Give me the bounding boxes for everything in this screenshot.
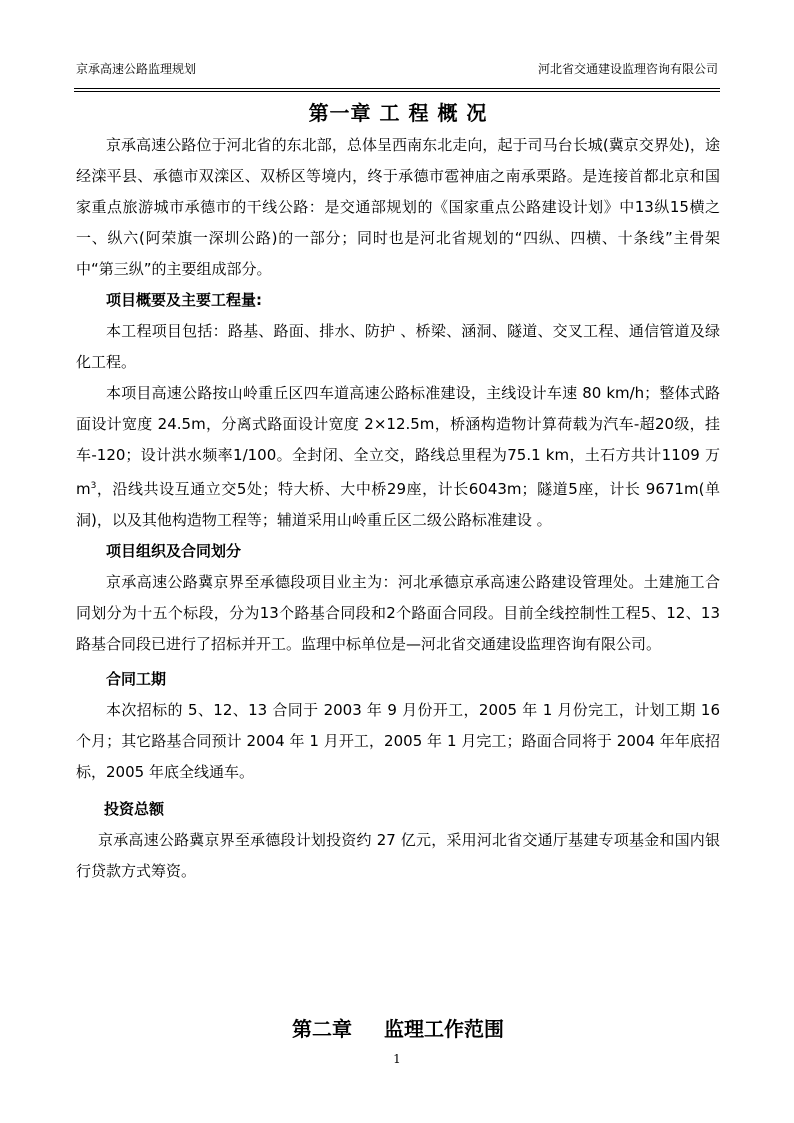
scope-paragraph: 本工程项目包括：路基、路面、排水、防护 、桥梁、涵洞、隧道、交叉工程、通信管道及绿化工程。 bbox=[76, 322, 720, 371]
investment-paragraph: 京承高速公路冀京界至承德段计划投资约 27 亿元，采用河北省交通厅基建专项基金和国内银行贷款方式筹资。 bbox=[76, 831, 720, 880]
cubic-superscript: 3 bbox=[90, 481, 97, 491]
section-heading-project-overview: 项目概要及主要工程量: bbox=[106, 291, 262, 309]
page-number: 1 bbox=[393, 1052, 401, 1066]
page-header bbox=[76, 60, 718, 80]
standards-paragraph bbox=[76, 378, 720, 536]
standards-text-b: ，沿线共设互通立交5处；特大桥、大中桥29座，计长6043m；隧道5座，计长 9671m(单洞)，以及其他构造物工程等；辅道采用山岭重丘区二级公路标准建设 。 bbox=[76, 480, 720, 529]
section-heading-organization: 项目组织及合同划分 bbox=[106, 542, 242, 560]
section-heading-contract-period: 合同工期 bbox=[106, 670, 167, 688]
standards-text-a: 本项目高速公路按山岭重丘区四车道高速公路标准建设，主线设计车速 80 km/h；整体式路面设计宽度 24.5m，分离式路面设计宽度 2×12.5m，桥涵构造物计算荷载为汽车-超20级，挂车-120；设计洪水频率1/100。全封闭、全立交，路线总里程为75.1 km，土石方共计1109 万m bbox=[76, 384, 720, 498]
chapter-2-name: 监理工作范围 bbox=[384, 1017, 504, 1041]
page-body bbox=[76, 96, 720, 887]
organization-paragraph: 京承高速公路冀京界至承德段项目业主为：河北承德京承高速公路建设管理处。土建施工合同划分为十五个标段，分为13个路基合同段和2个路面合同段。目前全线控制性工程5、12、13路基合同段已进行了招标并开工。监理中标单位是—河北省交通建设监理咨询有限公司。 bbox=[76, 573, 720, 653]
project-intro-paragraph: 京承高速公路位于河北省的东北部，总体呈西南东北走向，起于司马台长城(冀京交界处)，途经滦平县、承德市双滦区、双桥区等境内，终于承德市雹神庙之南承栗路。是连接首都北京和国家重点旅游城市承德市的干线公路：是交通部规划的《国家重点公路建设计划》中13纵15横之一、纵六(阿荣旗一深圳公路)的一部分；同时也是河北省规划的“四纵、四横、十条线”主骨架中“第三纵”的主要组成部分。 bbox=[76, 136, 720, 278]
chapter-2-title bbox=[76, 1012, 720, 1046]
contract-period-paragraph: 本次招标的 5、12、13 合同于 2003 年 9 月份开工，2005 年 1 月份完工，计划工期 16 个月；其它路基合同预计 2004 年 1 月开工，2005 年 1 月完工；路面合同将于 2004 年年底招标，2005 年底全线通车。 bbox=[76, 701, 720, 781]
chapter-2-number: 第二章 bbox=[292, 1017, 352, 1041]
section-heading-investment: 投资总额 bbox=[104, 800, 165, 818]
header-divider bbox=[74, 88, 720, 92]
chapter-1-title: 第一章 工 程 概 况 bbox=[308, 101, 488, 125]
header-document-title: 京承高速公路监理规划 bbox=[76, 62, 197, 76]
header-company-name: 河北省交通建设监理咨询有限公司 bbox=[537, 62, 718, 76]
